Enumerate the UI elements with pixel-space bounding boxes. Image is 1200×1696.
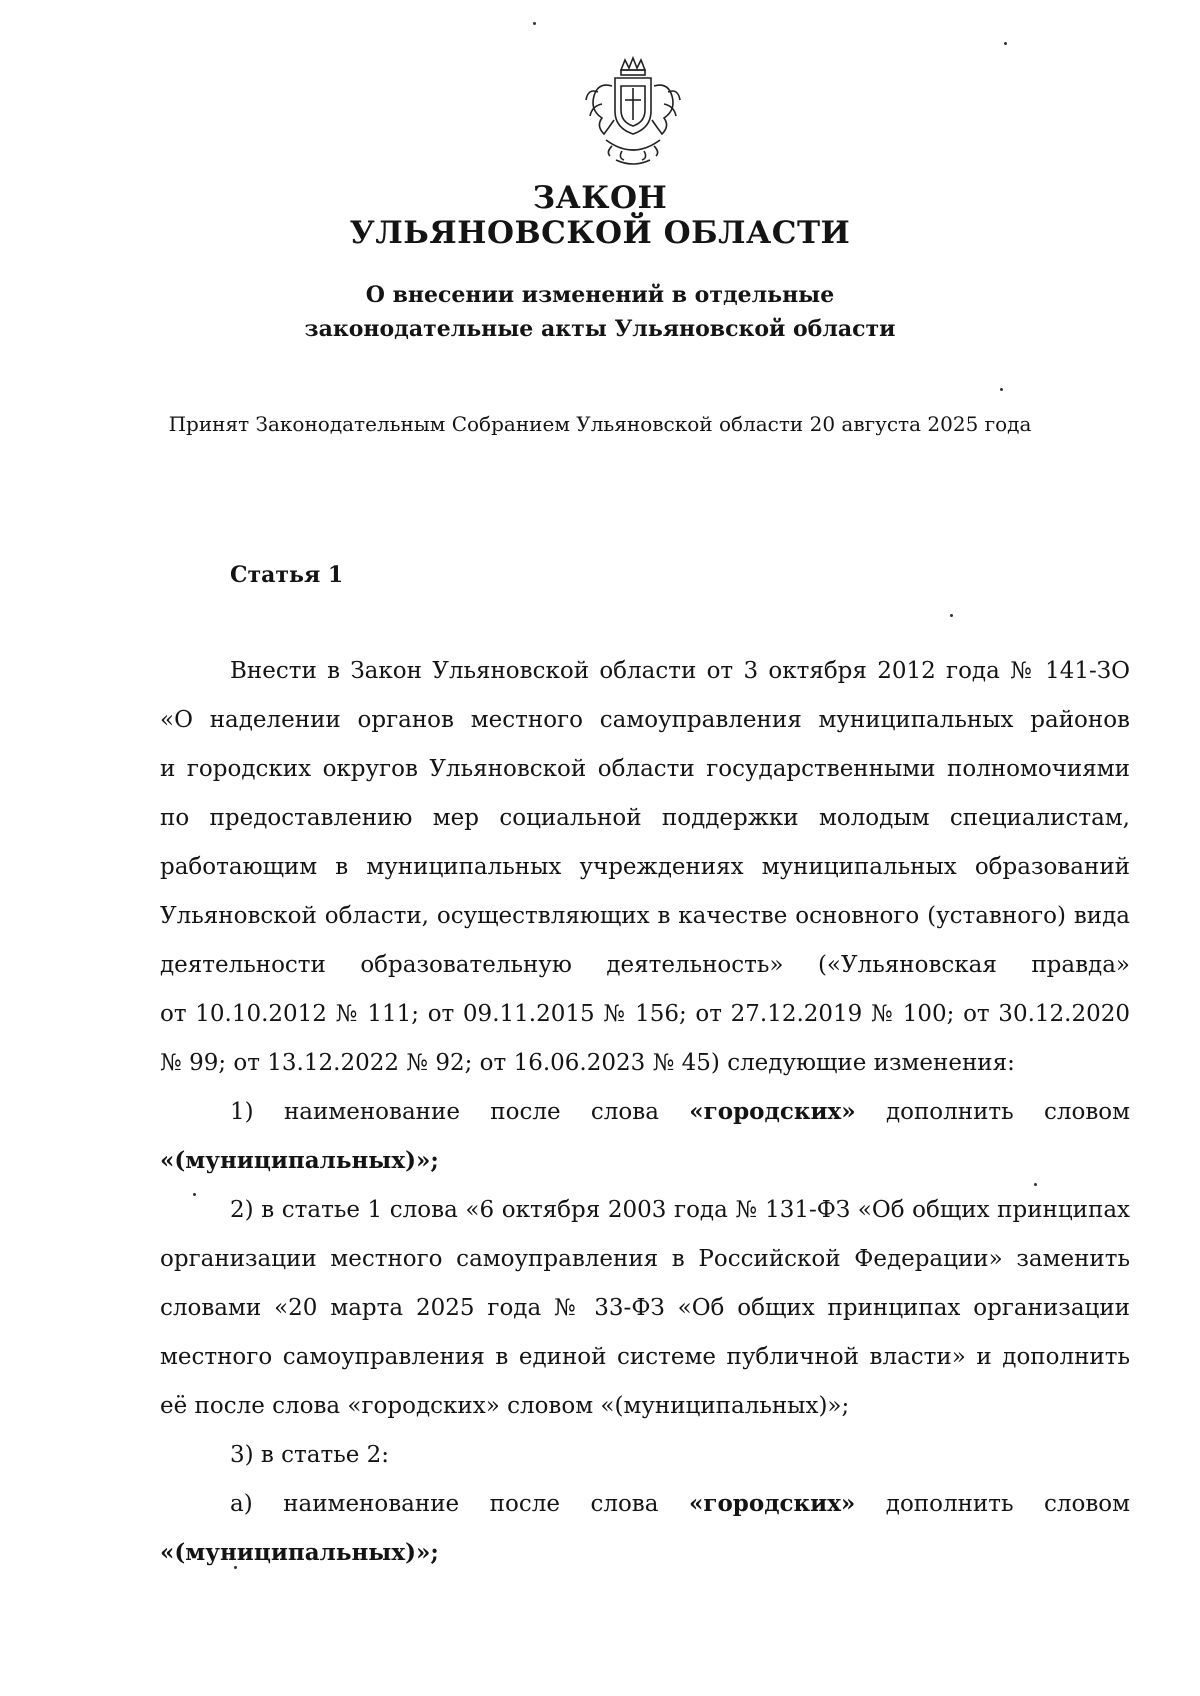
coat-of-arms-emblem	[576, 56, 691, 171]
scan-speck	[234, 1566, 237, 1569]
region-title: УЛЬЯНОВСКОЙ ОБЛАСТИ	[349, 215, 851, 251]
paragraph-line: Внести в Закон Ульяновской области от 3 октября 2012 года № 141-ЗО	[230, 658, 1130, 684]
paragraph-line: «О наделении органов местного самоуправления муниципальных районов	[160, 707, 1130, 733]
item-3a-continuation	[160, 1538, 1130, 1568]
item-number: а)	[230, 1491, 253, 1517]
item-word: после	[489, 1491, 560, 1517]
item-word: наименование	[283, 1099, 460, 1125]
scan-speck	[1034, 1183, 1037, 1186]
item-1-continuation	[160, 1146, 1130, 1176]
scan-speck	[533, 22, 536, 25]
bold-quoted-word: «(муниципальных)»;	[160, 1539, 439, 1566]
bold-quoted-word: «городских»	[688, 1490, 856, 1517]
item-3-line: 3) в статье 2:	[230, 1442, 390, 1468]
paragraph-line: от 10.10.2012 № 111; от 09.11.2015 № 156; от 27.12.2019 № 100; от 30.12.2020	[160, 1001, 1130, 1027]
law-subject-line-2: законодательные акты Ульяновской области	[304, 316, 896, 342]
law-title: ЗАКОН	[532, 180, 668, 216]
scan-speck	[1004, 42, 1007, 45]
item-3a-line	[230, 1489, 1130, 1519]
item-word: словом	[1043, 1099, 1131, 1125]
adoption-statement: Принят Законодательным Собранием Ульяновской области 20 августа 2025 года	[168, 412, 1032, 436]
item-word: дополнить	[885, 1491, 1014, 1517]
item-1-line	[230, 1097, 1130, 1127]
item-word: наименование	[283, 1491, 460, 1517]
item-2-line: местного самоуправления в единой системе публичной власти» и дополнить	[160, 1344, 1130, 1370]
paragraph-line: № 99; от 13.12.2022 № 92; от 16.06.2023 № 45) следующие изменения:	[160, 1050, 1015, 1076]
item-word: после	[490, 1099, 561, 1125]
item-2-line: её после слова «городских» словом «(муниципальных)»;	[160, 1393, 850, 1419]
item-word: слова	[590, 1491, 659, 1517]
scan-speck	[193, 1193, 196, 1196]
paragraph-line: по предоставлению мер социальной поддержки молодым специалистам,	[160, 805, 1130, 831]
item-word: словом	[1044, 1491, 1131, 1517]
bold-quoted-word: «городских»	[689, 1098, 856, 1125]
item-2-line: организации местного самоуправления в Российской Федерации» заменить	[160, 1246, 1130, 1272]
paragraph-line: работающим в муниципальных учреждениях муниципальных образований	[160, 854, 1130, 880]
article-heading: Статья 1	[230, 562, 344, 588]
item-number: 1)	[230, 1099, 254, 1125]
item-word: дополнить	[885, 1099, 1014, 1125]
item-2-line: 2) в статье 1 слова «6 октября 2003 года № 131-ФЗ «Об общих принципах	[230, 1197, 1130, 1223]
bold-quoted-word: «(муниципальных)»;	[160, 1147, 439, 1174]
paragraph-line: и городских округов Ульяновской области государственными полномочиями	[160, 756, 1130, 782]
paragraph-line: деятельности образовательную деятельность» («Ульяновская правда»	[160, 952, 1130, 978]
item-2-line: словами «20 марта 2025 года № 33-ФЗ «Об общих принципах организации	[160, 1295, 1130, 1321]
scan-speck	[950, 614, 953, 617]
item-word: слова	[590, 1099, 659, 1125]
paragraph-line: Ульяновской области, осуществляющих в качестве основного (уставного) вида	[160, 903, 1130, 929]
scan-speck	[1000, 388, 1003, 391]
law-subject-line-1: О внесении изменений в отдельные	[365, 282, 835, 308]
